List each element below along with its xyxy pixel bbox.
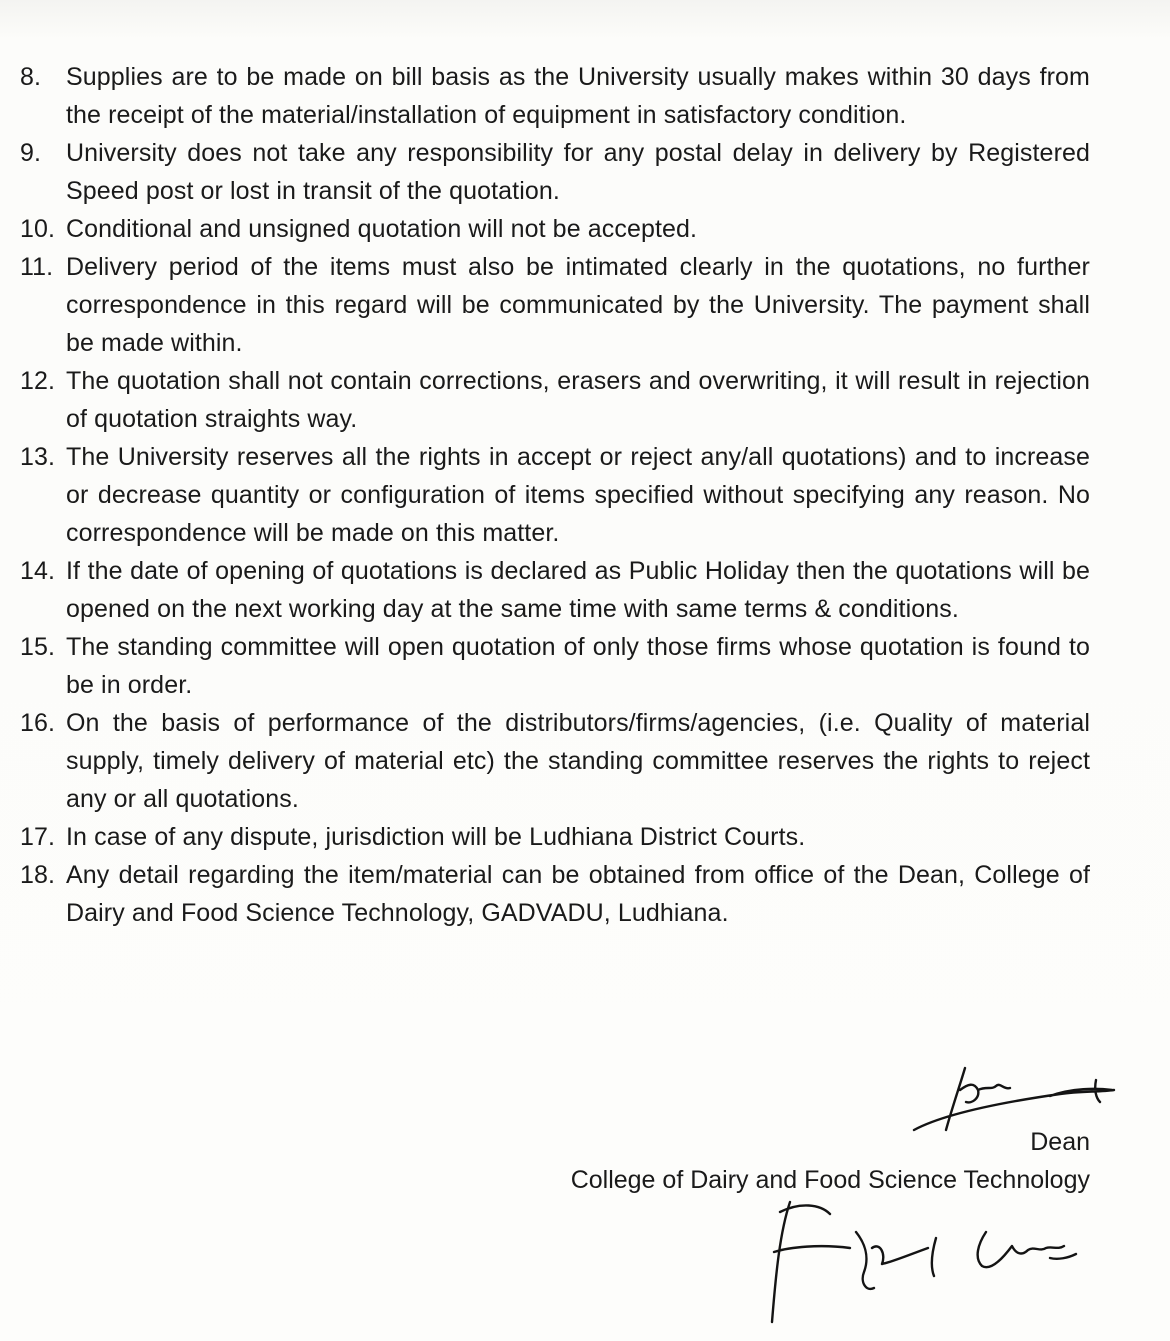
clause-number: 14. <box>20 557 56 585</box>
clause-text: Supplies are to be made on bill basis as the University usually makes within 30 days from the receipt of the material/installation of equipment in satisfactory condition. <box>66 63 1090 129</box>
clause-number: 12. <box>20 367 56 395</box>
signatory-institution: College of Dairy and Food Science Technology <box>570 1166 1090 1194</box>
clause-number: 16. <box>20 709 56 737</box>
clause-number: 17. <box>20 823 56 851</box>
signature-block <box>500 1060 1100 1340</box>
clause-text: The standing committee will open quotation of only those firms whose quotation is found to be in order. <box>66 633 1090 699</box>
clause-number: 9. <box>20 139 42 167</box>
clause-13 <box>20 438 1090 552</box>
clause-18 <box>20 856 1090 932</box>
clause-text: Conditional and unsigned quotation will not be accepted. <box>66 215 698 243</box>
clause-number: 11. <box>20 253 54 281</box>
clause-14 <box>20 552 1090 628</box>
clause-11 <box>20 248 1090 362</box>
clause-12 <box>20 362 1090 438</box>
clause-17 <box>20 818 1090 856</box>
clause-text: University does not take any responsibility for any postal delay in delivery by Registered Speed post or lost in transit of the quotation. <box>66 139 1090 205</box>
clause-text: Any detail regarding the item/material can be obtained from office of the Dean, College of Dairy and Food Science Technology, GADVADU, Ludhiana. <box>66 861 1090 927</box>
terms-list <box>20 58 1090 932</box>
clause-text: The University reserves all the rights in accept or reject any/all quotations) and to increase or decrease quantity or configuration of items specified without specifying any reason. No correspondence will be made on this matter. <box>66 443 1090 547</box>
clause-number: 13. <box>20 443 56 471</box>
clause-text: In case of any dispute, jurisdiction will be Ludhiana District Courts. <box>66 823 806 851</box>
clause-9 <box>20 134 1090 210</box>
signatory-designation: Dean <box>1030 1128 1090 1156</box>
clause-number: 10. <box>20 215 56 243</box>
clause-text: Delivery period of the items must also be intimated clearly in the quotations, no further correspondence in this regard will be communicated by the University. The payment shall be made within. <box>66 253 1090 357</box>
clause-text: If the date of opening of quotations is declared as Public Holiday then the quotations will be opened on the next working day at the same time with same terms & conditions. <box>66 557 1090 623</box>
clause-8 <box>20 58 1090 134</box>
clause-15 <box>20 628 1090 704</box>
clause-10 <box>20 210 1090 248</box>
clause-number: 18. <box>20 861 56 889</box>
clause-text: On the basis of performance of the distributors/firms/agencies, (i.e. Quality of material supply, timely delivery of material etc) the standing committee reserves the rights to reject any or all quotations. <box>66 709 1090 813</box>
clause-number: 8. <box>20 63 42 91</box>
committee-signatures <box>760 1192 1100 1332</box>
clause-text: The quotation shall not contain corrections, erasers and overwriting, it will result in rejection of quotation straights way. <box>66 367 1090 433</box>
clause-number: 15. <box>20 633 56 661</box>
clause-16 <box>20 704 1090 818</box>
